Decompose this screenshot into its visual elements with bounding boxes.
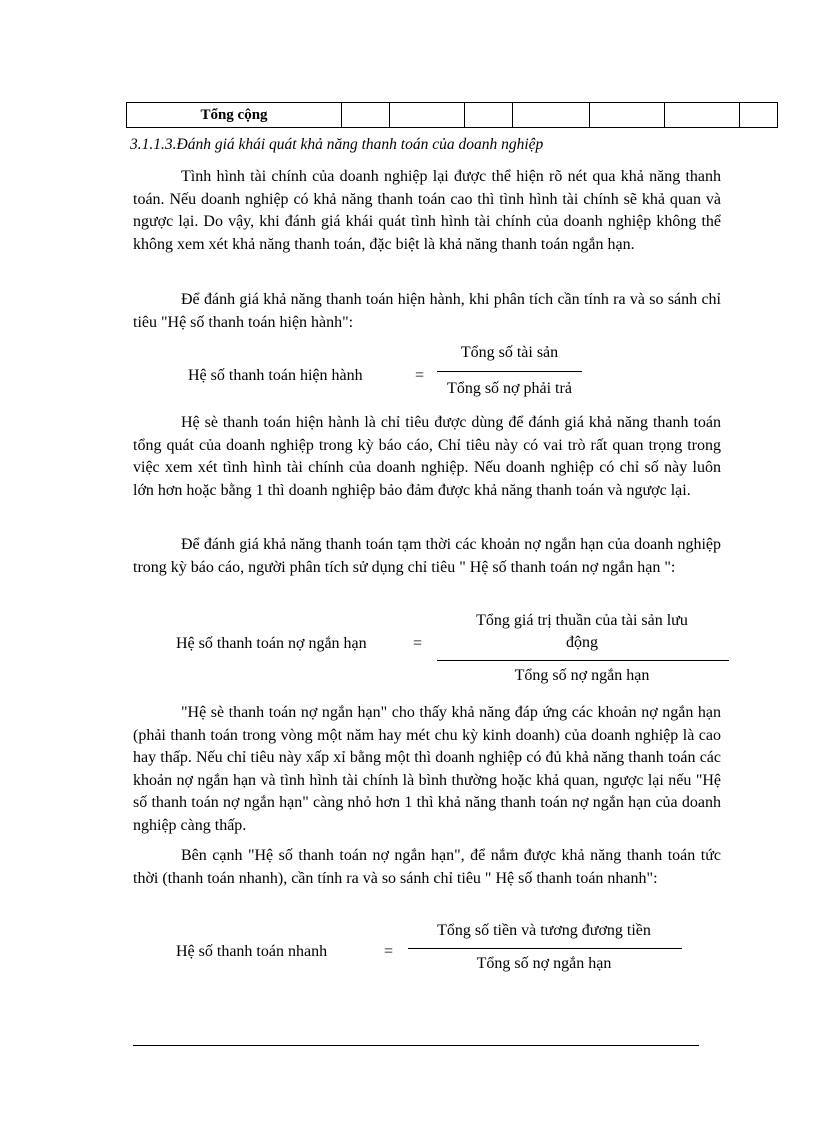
summary-table bbox=[126, 102, 778, 128]
footer-divider bbox=[133, 1045, 699, 1046]
formula-denominator: Tổng số nợ phải trả bbox=[447, 380, 572, 397]
paragraph-text: Để đánh giá khả năng thanh toán tạm thời các khoản nợ ngắn hạn của doanh nghiệp trong kỳ báo cáo, người phân tích sử dụng chỉ tiêu " Hệ số thanh toán nợ ngắn hạn ": bbox=[133, 536, 721, 576]
formula-label: Hệ số thanh toán nhanh bbox=[176, 943, 328, 960]
table-cell-total-label: Tổng cộng bbox=[127, 103, 342, 128]
table-cell bbox=[513, 103, 590, 128]
formula-label: Hệ số thanh toán hiện hành bbox=[188, 367, 363, 384]
formula-label: Hệ số thanh toán nợ ngắn hạn bbox=[176, 635, 367, 652]
paragraph-text: Bên cạnh "Hệ số thanh toán nợ ngắn hạn", để nắm được khả năng thanh toán tức thời (thanh toán nhanh), cần tính ra và so sánh chỉ tiêu " Hệ số thanh toán nhanh": bbox=[133, 847, 721, 887]
paragraph-text: Hệ sè thanh toán hiện hành là chỉ tiêu được dùng để đánh giá khả năng thanh toán tổng quát của doanh nghiệp trong kỳ báo cáo, Chỉ tiêu này có vai trò rất quan trọng trong việc xem xét tình hình tài chính của doanh nghiệp. Nếu doanh nghiệp có chỉ số này luôn lớn hơn hoặc bằng 1 thì doanh nghiệp bảo đảm được khả năng thanh toán và ngược lại. bbox=[133, 414, 721, 499]
table-cell bbox=[590, 103, 665, 128]
formula-numerator: Tổng số tài sản bbox=[460, 344, 559, 361]
paragraph-text: "Hệ sè thanh toán nợ ngắn hạn" cho thấy khả năng đáp ứng các khoản nợ ngắn hạn (phải thanh toán trong vòng một năm hay mét chu kỳ kinh doanh) của doanh nghiệp là cao hay thấp. Nếu chỉ tiêu này xấp xỉ bằng một thì doanh nghiệp có đủ khả năng thanh toán các khoản nợ ngắn hạn và tình hình tài chính là bình thường hoặc khả quan, ngược lại nếu "Hệ số thanh toán nợ ngắn hạn" càng nhỏ hơn 1 thì khả năng thanh toán nợ ngắn hạn của doanh nghiệp càng thấp. bbox=[133, 704, 721, 834]
equals-sign: = bbox=[415, 367, 425, 384]
fraction-bar bbox=[408, 948, 682, 949]
paragraph-6 bbox=[133, 845, 721, 890]
paragraph-text: Tình hình tài chính của doanh nghiệp lại được thể hiện rõ nét qua khả năng thanh toán. Nếu doanh nghiệp có khả năng thanh toán cao thì tình hình tài chính sẽ khả quan và ngược lại. Do vậy, khi đánh giá khái quát tình hình tài chính của doanh nghiệp không thể không xem xét khả năng thanh toán, đặc biệt là khả năng thanh toán ngắn hạn. bbox=[133, 168, 721, 253]
formula-numerator-line2: động bbox=[566, 634, 598, 651]
table-cell bbox=[465, 103, 513, 128]
paragraph-text: Để đánh giá khả năng thanh toán hiện hành, khi phân tích cần tính ra và so sánh chỉ tiêu "Hệ số thanh toán hiện hành": bbox=[133, 291, 721, 331]
equals-sign: = bbox=[384, 943, 394, 960]
fraction-bar bbox=[437, 660, 729, 661]
section-heading: 3.1.1.3.Đánh giá khái quát khả năng thanh toán của doanh nghiệp bbox=[130, 136, 544, 153]
table-cell bbox=[342, 103, 390, 128]
table-row-total bbox=[127, 103, 778, 128]
fraction-bar bbox=[437, 371, 582, 372]
paragraph-1 bbox=[133, 166, 721, 256]
paragraph-4 bbox=[133, 534, 721, 579]
table-cell bbox=[390, 103, 465, 128]
formula-denominator: Tổng số nợ ngắn hạn bbox=[476, 955, 612, 972]
table-cell bbox=[665, 103, 740, 128]
formula-numerator-line1: Tổng giá trị thuần của tài sản lưu bbox=[476, 612, 688, 629]
formula-denominator: Tổng số nợ ngắn hạn bbox=[514, 667, 650, 684]
paragraph-3 bbox=[133, 412, 721, 502]
table-cell bbox=[740, 103, 778, 128]
paragraph-5 bbox=[133, 702, 721, 837]
formula-numerator: Tổng số tiền và tương đương tiền bbox=[437, 922, 651, 939]
paragraph-2 bbox=[133, 289, 721, 334]
equals-sign: = bbox=[413, 635, 423, 652]
